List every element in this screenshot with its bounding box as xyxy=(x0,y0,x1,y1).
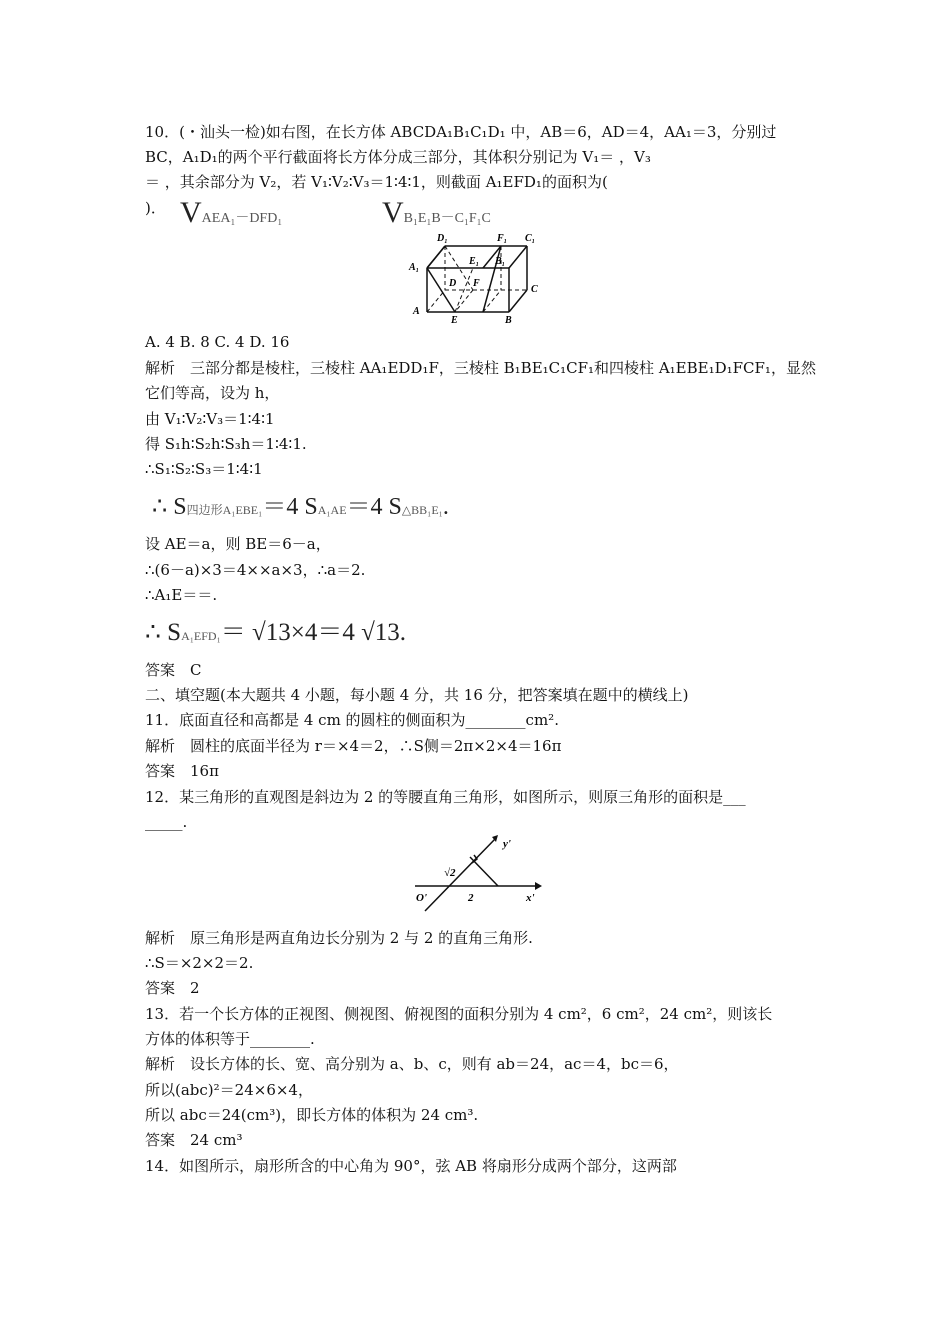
answer-10: 答案 C xyxy=(145,661,202,679)
label-B1: B₁ xyxy=(495,256,506,267)
solution-10-line-2: 它们等高，设为 h， xyxy=(145,384,280,402)
label-y-prime: y' xyxy=(503,838,511,850)
solution-13-line-3: 所以 abc＝24(cm³)，即长方体的体积为 24 cm³. xyxy=(145,1106,479,1124)
question-10-line-3: ＝ ，其余部分为 V₂，若 V₁∶V₂∶V₃＝1∶4∶1，则截面 A₁EFD₁的面积为( xyxy=(145,173,608,191)
label-origin: O' xyxy=(416,892,427,904)
solution-12-line-1: 解析 原三角形是两直角边长分别为 2 与 2 的直角三角形. xyxy=(145,929,533,947)
solution-10-line-8: ∴(6－a)×3＝4××a×3，∴a＝2. xyxy=(145,561,366,579)
solution-11: 解析 圆柱的底面半径为 r＝×4＝2，∴S侧＝2π×2×4＝16π xyxy=(145,737,562,755)
solution-10-line-9: ∴A₁E＝＝. xyxy=(145,586,218,604)
label-sqrt2: √2 xyxy=(444,867,456,879)
section-area-formula: ∴ SA₁EFD₁＝ √13×4＝4 √13. xyxy=(145,619,407,646)
volume-v1-formula: VAEA₁－DFD₁ xyxy=(180,196,283,229)
question-12-line-2: _____. xyxy=(145,813,188,831)
label-two: 2 xyxy=(468,892,474,904)
answer-13: 答案 24 cm³ xyxy=(145,1131,243,1149)
label-F: F xyxy=(473,278,480,289)
solution-10-line-1: 解析 三部分都是棱柱，三棱柱 AA₁EDD₁F，三棱柱 B₁BE₁C₁CF₁和四棱柱 A₁EBE₁D₁FCF₁，显然 xyxy=(145,359,816,377)
solution-10-line-5: ∴S₁∶S₂∶S₃＝1∶4∶1 xyxy=(145,460,263,478)
answer-11: 答案 16π xyxy=(145,762,219,780)
question-13-line-1: 13．若一个长方体的正视图、侧视图、俯视图的面积分别为 4 cm²，6 cm²，24 cm²，则该长 xyxy=(145,1005,773,1023)
label-A1: A₁ xyxy=(409,262,420,273)
question-12-line-1: 12．某三角形的直观图是斜边为 2 的等腰直角三角形，如图所示，则原三角形的面积是___ xyxy=(145,788,746,806)
solution-13-line-2: 所以(abc)²＝24×6×4， xyxy=(145,1081,313,1099)
area-ratio-formula: ∴ S四边形A₁EBE₁＝4 SA₁AE＝4 S△BB₁E₁. xyxy=(152,494,449,520)
solution-12-line-2: ∴S＝×2×2＝2. xyxy=(145,954,254,972)
question-11: 11．底面直径和高都是 4 cm 的圆柱的侧面积为________cm². xyxy=(145,711,559,729)
solution-13-line-1: 解析 设长方体的长、宽、高分别为 a、b、c，则有 ab＝24，ac＝4，bc＝6， xyxy=(145,1055,679,1073)
label-E: E xyxy=(451,315,458,325)
answer-12: 答案 2 xyxy=(145,979,200,997)
question-10-line-4: )． xyxy=(145,199,166,217)
question-14: 14．如图所示，扇形所含的中心角为 90°，弦 AB 将扇形分成两个部分，这两部 xyxy=(145,1157,677,1175)
label-A: A xyxy=(413,306,420,317)
volume-v3-formula: VB₁E₁B－C₁F₁C xyxy=(382,196,491,229)
solution-10-line-7: 设 AE＝a，则 BE＝6－a， xyxy=(145,535,331,553)
label-E1: E₁ xyxy=(469,256,480,267)
question-10-options: A. 4 B. 8 C. 4 D. 16 xyxy=(145,333,290,351)
label-B: B xyxy=(505,315,512,325)
label-x-prime: x' xyxy=(526,892,535,904)
label-D: D xyxy=(449,278,457,289)
label-F1: F₁ xyxy=(497,233,508,244)
solution-10-line-4: 得 S₁h∶S₂h∶S₃h＝1∶4∶1. xyxy=(145,435,307,453)
oblique-axes-figure xyxy=(410,833,545,915)
question-13-line-2: 方体的体积等于________. xyxy=(145,1030,315,1048)
label-C1: C₁ xyxy=(525,233,536,244)
section-2-heading: 二、填空题(本大题共 4 小题，每小题 4 分，共 16 分，把答案填在题中的横线上) xyxy=(145,686,689,704)
solution-10-line-3: 由 V₁∶V₂∶V₃＝1∶4∶1 xyxy=(145,410,275,428)
question-10-line-2: BC，A₁D₁的两个平行截面将长方体分成三部分，其体积分别记为 V₁＝ ，V₃ xyxy=(145,148,651,166)
label-D1: D₁ xyxy=(437,233,448,244)
cuboid-figure xyxy=(405,228,550,325)
question-10-line-1: 10．(・汕头一检)如右图，在长方体 ABCDA₁B₁C₁D₁ 中，AB＝6，AD＝4，AA₁＝3，分别过 xyxy=(145,123,777,141)
label-C: C xyxy=(531,284,538,295)
